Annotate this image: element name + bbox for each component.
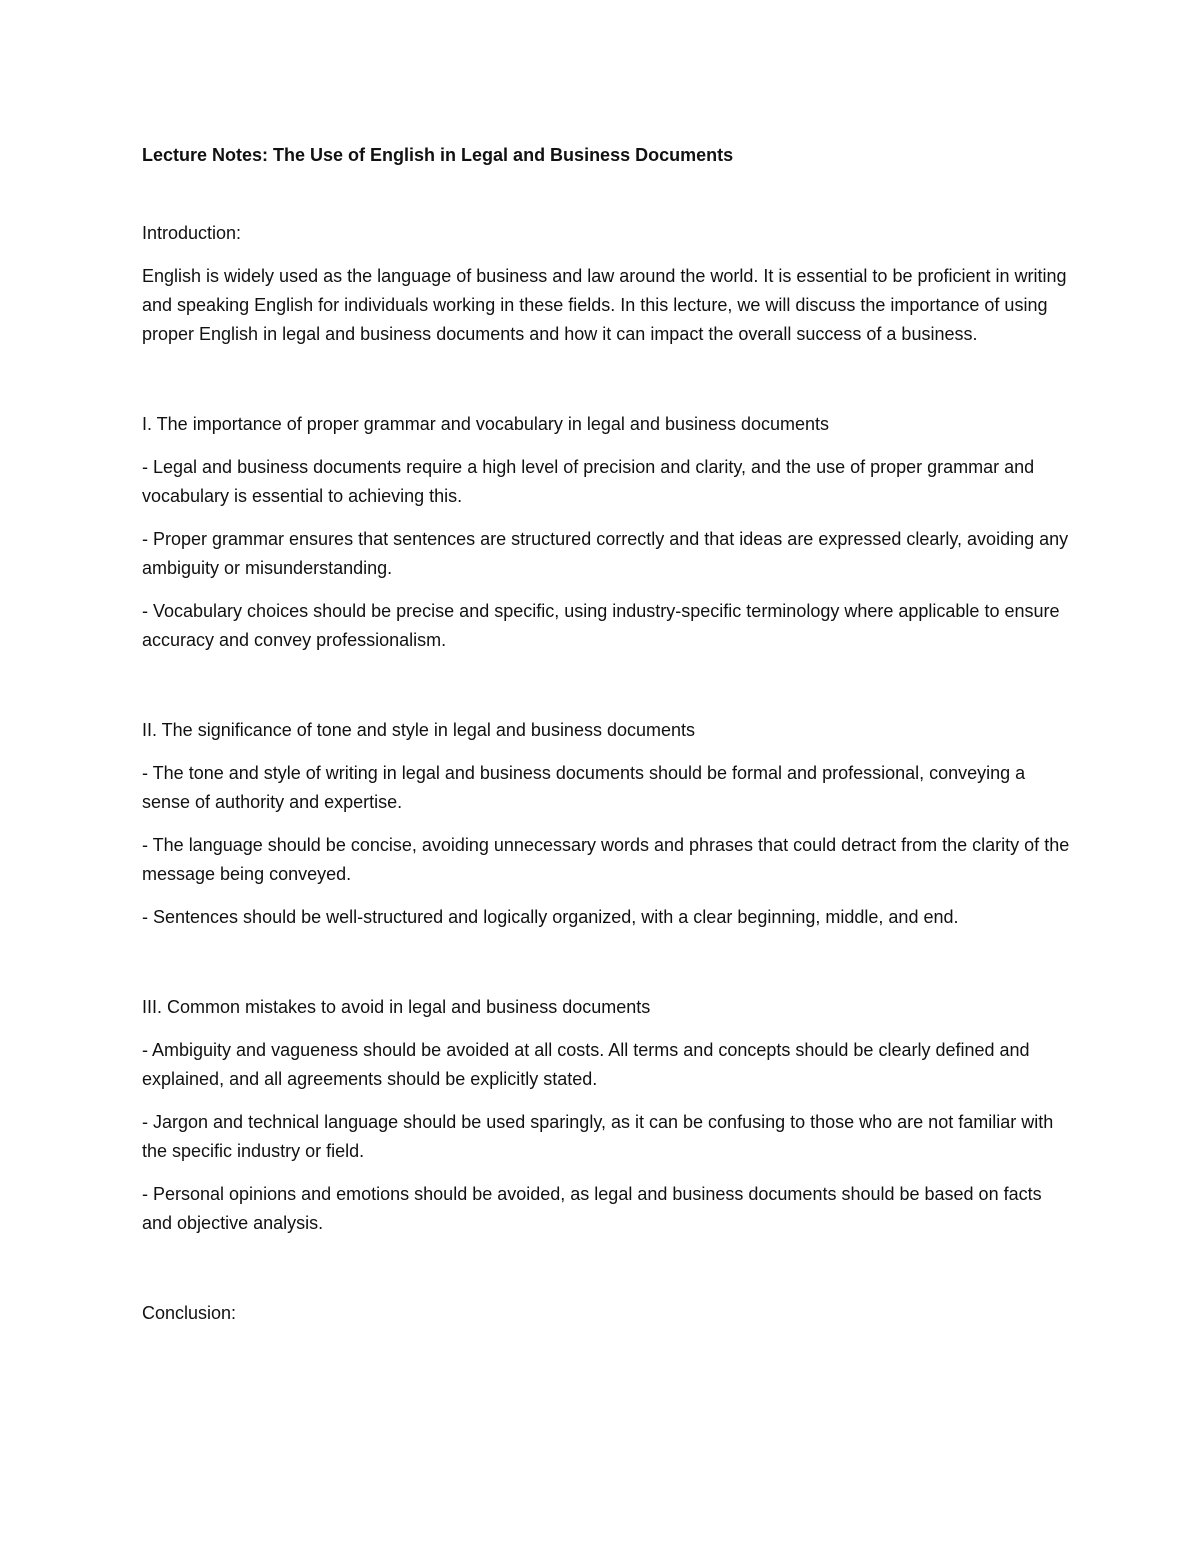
section-point: - Proper grammar ensures that sentences are structured correctly and that ideas are expressed clearly, avoiding any ambiguity or misunderstanding.: [142, 529, 1069, 578]
section-point: - Legal and business documents require a high level of precision and clarity, and the use of proper grammar and vocabulary is essential to achieving this.: [142, 457, 1035, 506]
section-point: - The tone and style of writing in legal and business documents should be formal and professional, conveying a sense of authority and expertise.: [142, 763, 1026, 812]
spacer: [142, 946, 1072, 992]
section-point: - Personal opinions and emotions should be avoided, as legal and business documents should be based on facts and objective analysis.: [142, 1184, 1042, 1233]
section-heading: I. The importance of proper grammar and vocabulary in legal and business documents: [142, 414, 830, 434]
section-point: - Vocabulary choices should be precise and specific, using industry-specific terminology where applicable to ensure accuracy and convey professionalism.: [142, 601, 1060, 650]
section-point: - Ambiguity and vagueness should be avoided at all costs. All terms and concepts should be clearly defined and explained, and all agreements should be explicitly stated.: [142, 1040, 1030, 1089]
section-grammar-vocabulary: [142, 409, 1072, 655]
section-point: - Sentences should be well-structured and logically organized, with a clear beginning, middle, and end.: [142, 907, 959, 927]
section-point: - The language should be concise, avoiding unnecessary words and phrases that could detract from the clarity of the message being conveyed.: [142, 835, 1070, 884]
spacer: [142, 363, 1072, 409]
document-page: [142, 140, 1072, 1342]
conclusion-heading: Conclusion:: [142, 1303, 237, 1323]
document-title: Lecture Notes: The Use of English in Legal and Business Documents: [142, 145, 734, 165]
section-common-mistakes: [142, 992, 1072, 1238]
section-heading: II. The significance of tone and style in legal and business documents: [142, 720, 696, 740]
introduction-paragraph: English is widely used as the language of business and law around the world. It is essential to be proficient in writing and speaking English for individuals working in these fields. In this lecture, we will discuss the importance of using proper English in legal and business documents and how it can impact the overall success of a business.: [142, 266, 1067, 344]
section-heading: III. Common mistakes to avoid in legal and business documents: [142, 997, 651, 1017]
spacer: [142, 1252, 1072, 1298]
introduction-heading: Introduction:: [142, 223, 242, 243]
spacer: [142, 669, 1072, 715]
section-point: - Jargon and technical language should be used sparingly, as it can be confusing to those who are not familiar with the specific industry or field.: [142, 1112, 1054, 1161]
section-tone-style: [142, 715, 1072, 932]
